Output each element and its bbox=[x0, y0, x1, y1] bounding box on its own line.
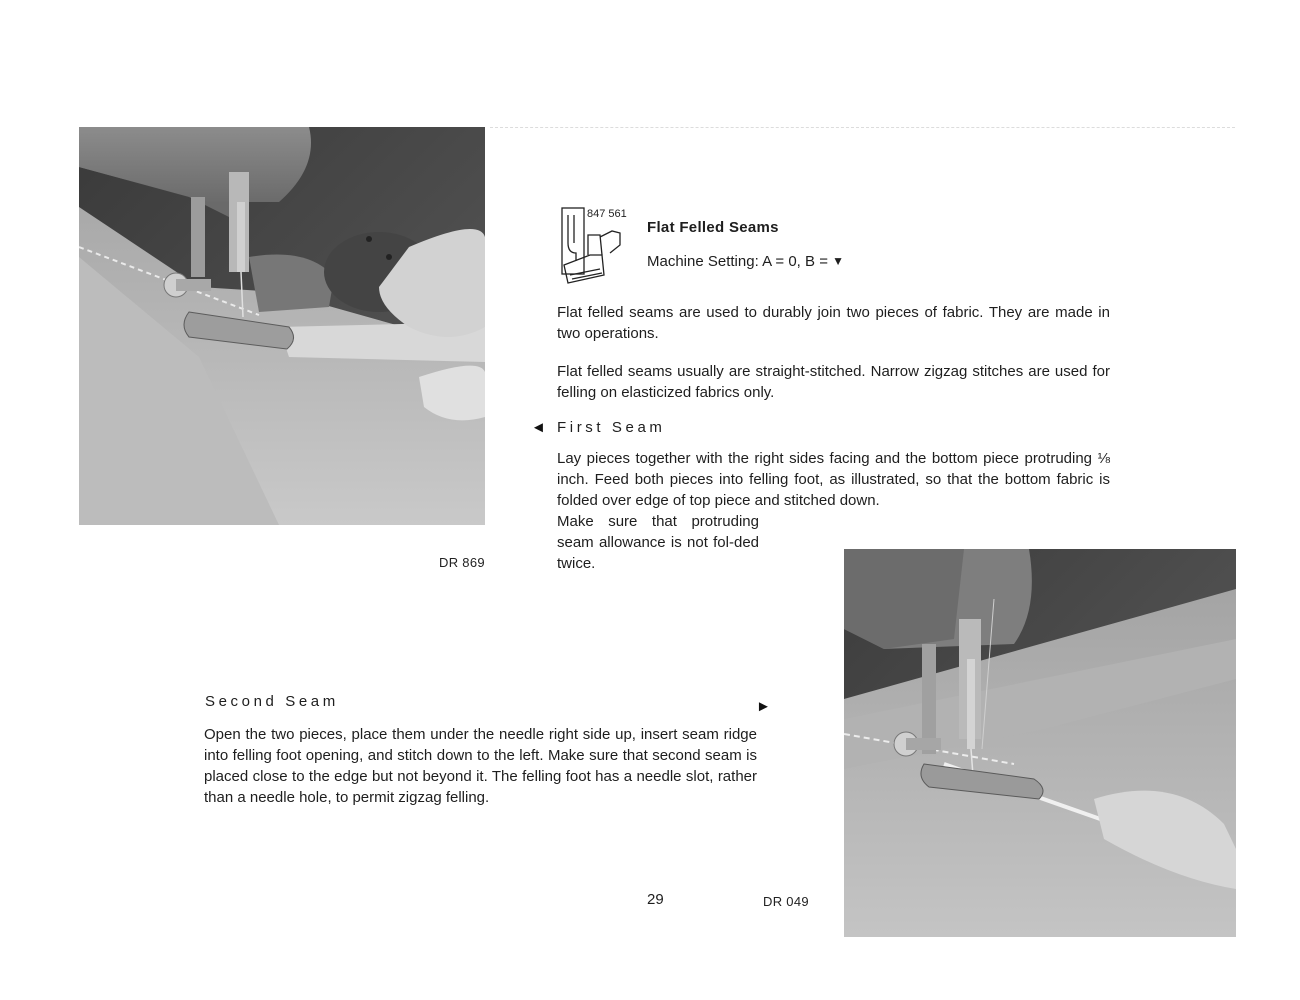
intro-paragraph-1: Flat felled seams are used to durably join two pieces of fabric. They are made in two operations. bbox=[557, 304, 1110, 342]
first-seam-text: Lay pieces together with the right sides facing and the bottom piece protruding ⅛ inch. Feed both pieces into felling foot, as illustrated, so that the bottom fabric is folded over edge of top piece and stitched down. bbox=[557, 450, 1110, 509]
second-seam-heading: Second Seam bbox=[205, 693, 339, 710]
photo-felling-foot-first-seam bbox=[79, 127, 485, 525]
machine-setting bbox=[647, 253, 844, 270]
part-number: 847 561 bbox=[587, 208, 627, 220]
photo-felling-foot-second-seam bbox=[844, 549, 1236, 937]
first-seam-text-continued: Make sure that protruding seam allowance is not fol-ded twice. bbox=[557, 513, 759, 572]
left-pointer-icon: ◄ bbox=[531, 419, 546, 436]
page-number: 29 bbox=[647, 891, 664, 908]
machine-setting-text: Machine Setting: A = 0, B = bbox=[647, 253, 828, 270]
right-pointer-icon: ► bbox=[756, 698, 771, 715]
first-seam-heading: First Seam bbox=[557, 419, 666, 436]
down-arrow-icon: ▼ bbox=[832, 254, 845, 268]
second-seam-text: Open the two pieces, place them under the needle right side up, insert seam ridge into felling foot opening, and stitch down to the left. Make sure that second seam is placed close to the edge but not beyond it. The felling foot has a needle slot, rather than a needle hole, to permit zigzag felling. bbox=[204, 726, 757, 806]
intro-paragraph-2: Flat felled seams usually are straight-stitched. Narrow zigzag stitches are used for felling on elasticized fabrics only. bbox=[557, 363, 1110, 401]
section-title: Flat Felled Seams bbox=[647, 219, 779, 236]
figure-caption-2: DR 049 bbox=[763, 894, 809, 909]
figure-caption-1: DR 869 bbox=[439, 555, 485, 570]
top-rule bbox=[490, 127, 1235, 128]
